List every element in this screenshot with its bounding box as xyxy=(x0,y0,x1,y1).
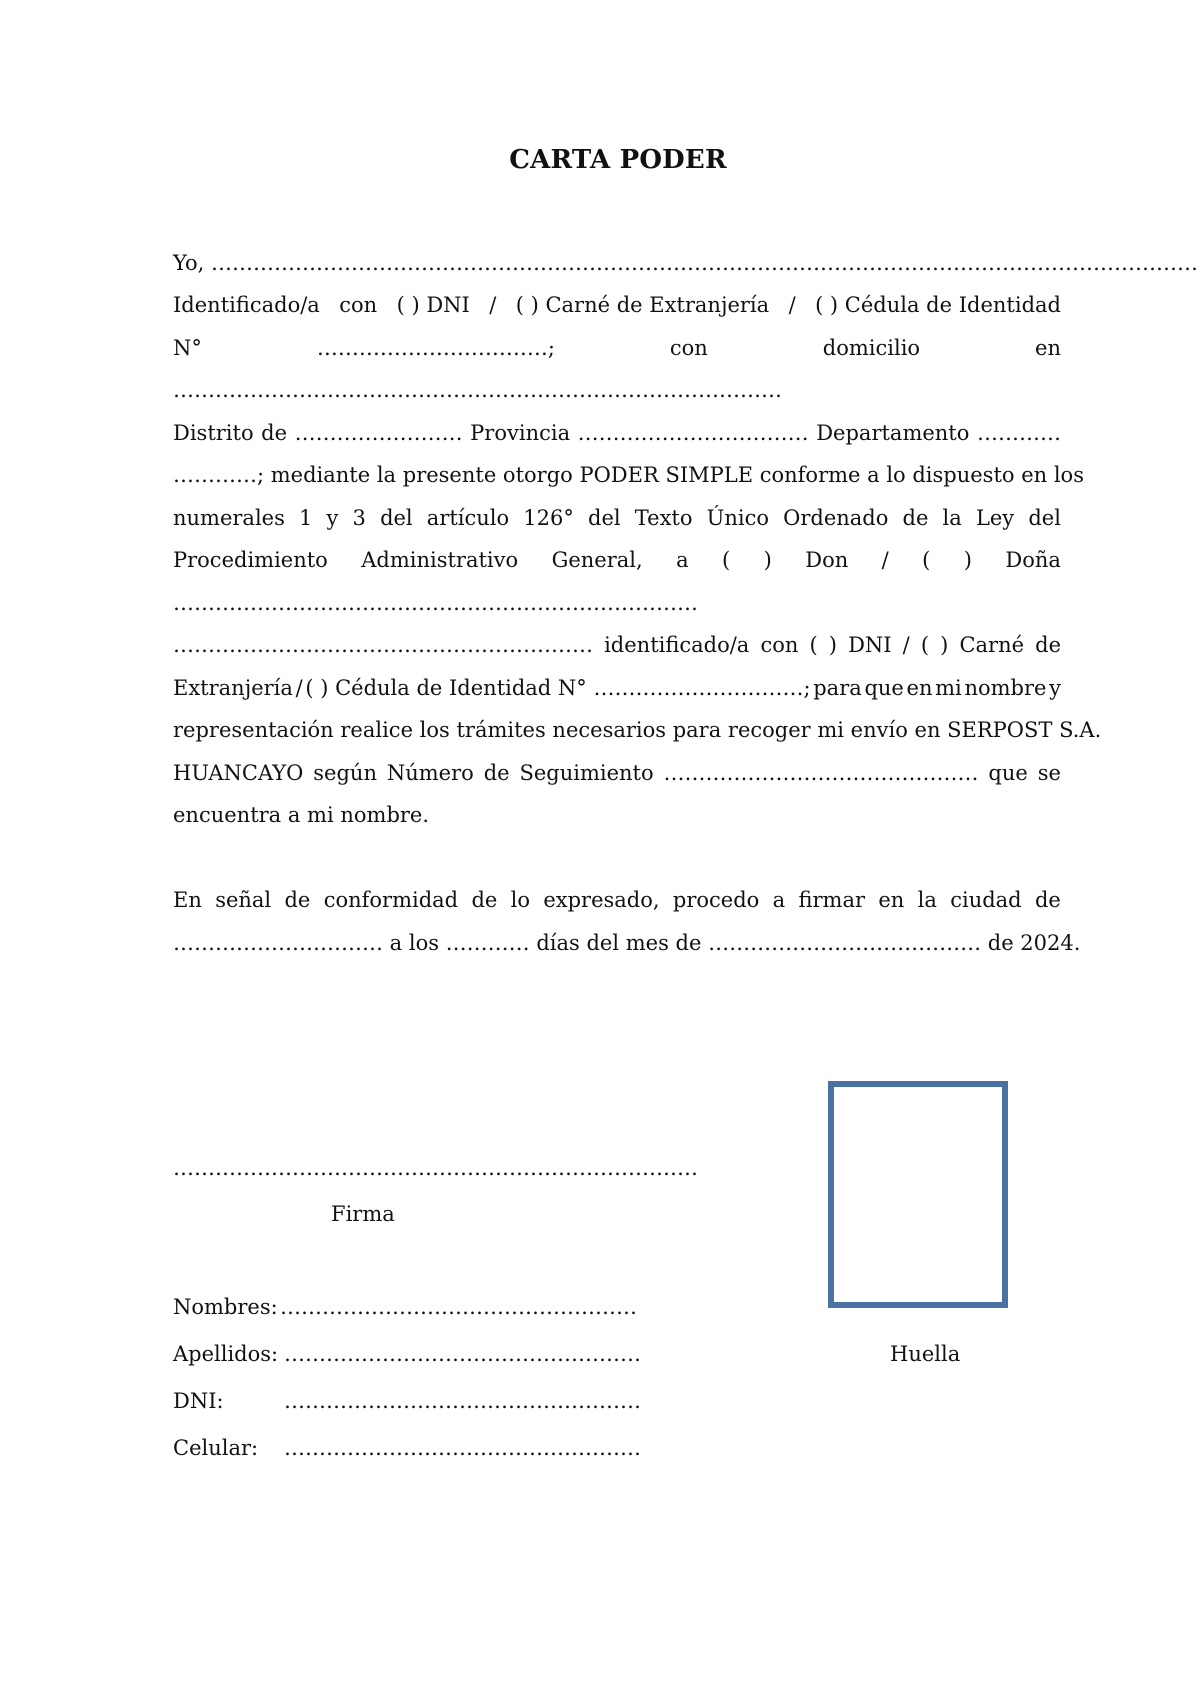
celular-label: Celular: xyxy=(173,1436,259,1460)
line-representacion: representación realice los trámites necesarios para recoger mi envío en SERPOST S.A. xyxy=(173,718,1102,742)
line-fecha: ………………………… a los ………… días del mes de ………………………………… de 2024. xyxy=(173,931,1081,955)
fingerprint-label: Huella xyxy=(890,1342,961,1366)
signature-line: ………………………………………………………………… xyxy=(173,1156,698,1180)
nombres-dots: …………………………………………… xyxy=(280,1295,637,1319)
document-title: CARTA PODER xyxy=(509,145,727,175)
line-identificado: Identificado/a con ( ) DNI / ( ) Carné de Extranjería / ( ) Cédula de Identidad xyxy=(173,293,1061,317)
line-apoderado-dots: ………………………………………………………………… xyxy=(173,591,698,615)
apellidos-dots: …………………………………………… xyxy=(284,1342,641,1366)
line-encuentra: encuentra a mi nombre. xyxy=(173,803,430,827)
line-identificado-apoderado: …………………………………………………… identificado/a con ( ) DNI / ( ) Carné de xyxy=(173,633,1061,657)
line-extranjeria: Extranjería / ( ) Cédula de Identidad N° …………………………; para que en mi nombre y xyxy=(173,676,1061,700)
dni-label: DNI: xyxy=(173,1389,224,1413)
signature-label: Firma xyxy=(331,1202,395,1226)
dni-dots: …………………………………………… xyxy=(284,1389,641,1413)
fingerprint-box xyxy=(828,1081,1008,1308)
celular-dots: …………………………………………… xyxy=(284,1436,641,1460)
apellidos-label: Apellidos: xyxy=(173,1342,279,1366)
line-distrito: Distrito de …………………… Provincia …………………………… Departamento ………… xyxy=(173,421,1061,445)
line-huancayo: HUANCAYO según Número de Seguimiento ……………………………………… que se xyxy=(173,761,1061,785)
line-yo: Yo, …………………………………………………………………………………………………………………………… xyxy=(173,251,1199,275)
line-domicilio-dots: …………………………………………………………………………… xyxy=(173,378,782,402)
line-mediante: …………; mediante la presente otorgo PODER SIMPLE conforme a lo dispuesto en los xyxy=(173,463,1084,487)
line-numerales: numerales 1 y 3 del artículo 126° del Texto Único Ordenado de la Ley del xyxy=(173,506,1061,530)
line-procedimiento: Procedimiento Administrativo General, a ( ) Don / ( ) Doña xyxy=(173,548,1061,572)
line-numero-domicilio: N° ……………………………; con domicilio en xyxy=(173,336,1061,360)
nombres-label: Nombres: xyxy=(173,1295,278,1319)
line-senal: En señal de conformidad de lo expresado, procedo a firmar en la ciudad de xyxy=(173,888,1061,912)
